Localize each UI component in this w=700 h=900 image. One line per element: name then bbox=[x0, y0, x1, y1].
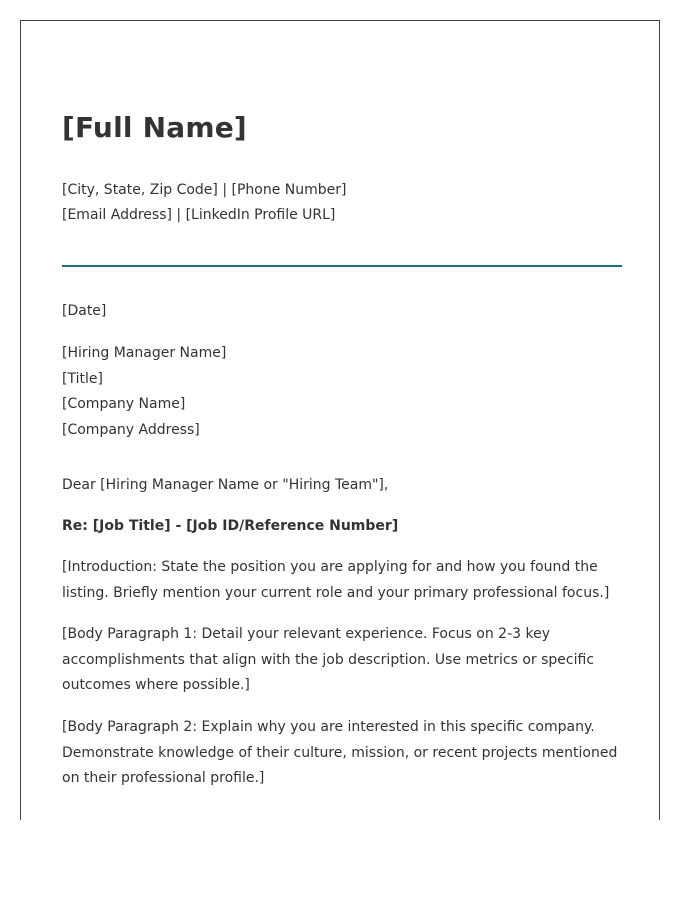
body-paragraph-2 bbox=[62, 715, 624, 792]
contact-line-location-phone: [City, State, Zip Code] | [Phone Number] bbox=[62, 182, 347, 198]
paragraph-line: listing. Briefly mention your current role and your primary professional focus.] bbox=[62, 584, 610, 601]
recipient-title: [Title] bbox=[62, 370, 103, 387]
recipient-address bbox=[62, 341, 226, 444]
full-name-heading: [Full Name] bbox=[62, 111, 247, 144]
salutation: Dear [Hiring Manager Name or "Hiring Team"], bbox=[62, 477, 389, 493]
paragraph-line: [Introduction: State the position you are applying for and how you found the bbox=[62, 559, 598, 575]
subject-line: Re: [Job Title] - [Job ID/Reference Number] bbox=[62, 518, 399, 534]
paragraph-line: [Body Paragraph 2: Explain why you are interested in this specific company. bbox=[62, 719, 595, 735]
contact-info bbox=[62, 178, 346, 228]
letter-date: [Date] bbox=[62, 303, 107, 319]
header-divider bbox=[62, 265, 622, 267]
paragraph-line: Demonstrate knowledge of their culture, mission, or recent projects mentioned bbox=[62, 744, 618, 761]
body-paragraph-1 bbox=[62, 622, 624, 699]
contact-line-email-linkedin: [Email Address] | [LinkedIn Profile URL] bbox=[62, 207, 336, 223]
paragraph-line: [Body Paragraph 1: Detail your relevant experience. Focus on 2-3 key bbox=[62, 626, 550, 642]
document-page bbox=[20, 20, 660, 820]
paragraph-line: accomplishments that align with the job description. Use metrics or specific bbox=[62, 651, 595, 668]
recipient-hiring-manager: [Hiring Manager Name] bbox=[62, 345, 227, 361]
paragraph-line: on their professional profile.] bbox=[62, 770, 265, 787]
recipient-company-name: [Company Name] bbox=[62, 396, 186, 413]
introduction-paragraph bbox=[62, 555, 624, 606]
recipient-company-address: [Company Address] bbox=[62, 422, 200, 439]
paragraph-line: outcomes where possible.] bbox=[62, 677, 250, 694]
